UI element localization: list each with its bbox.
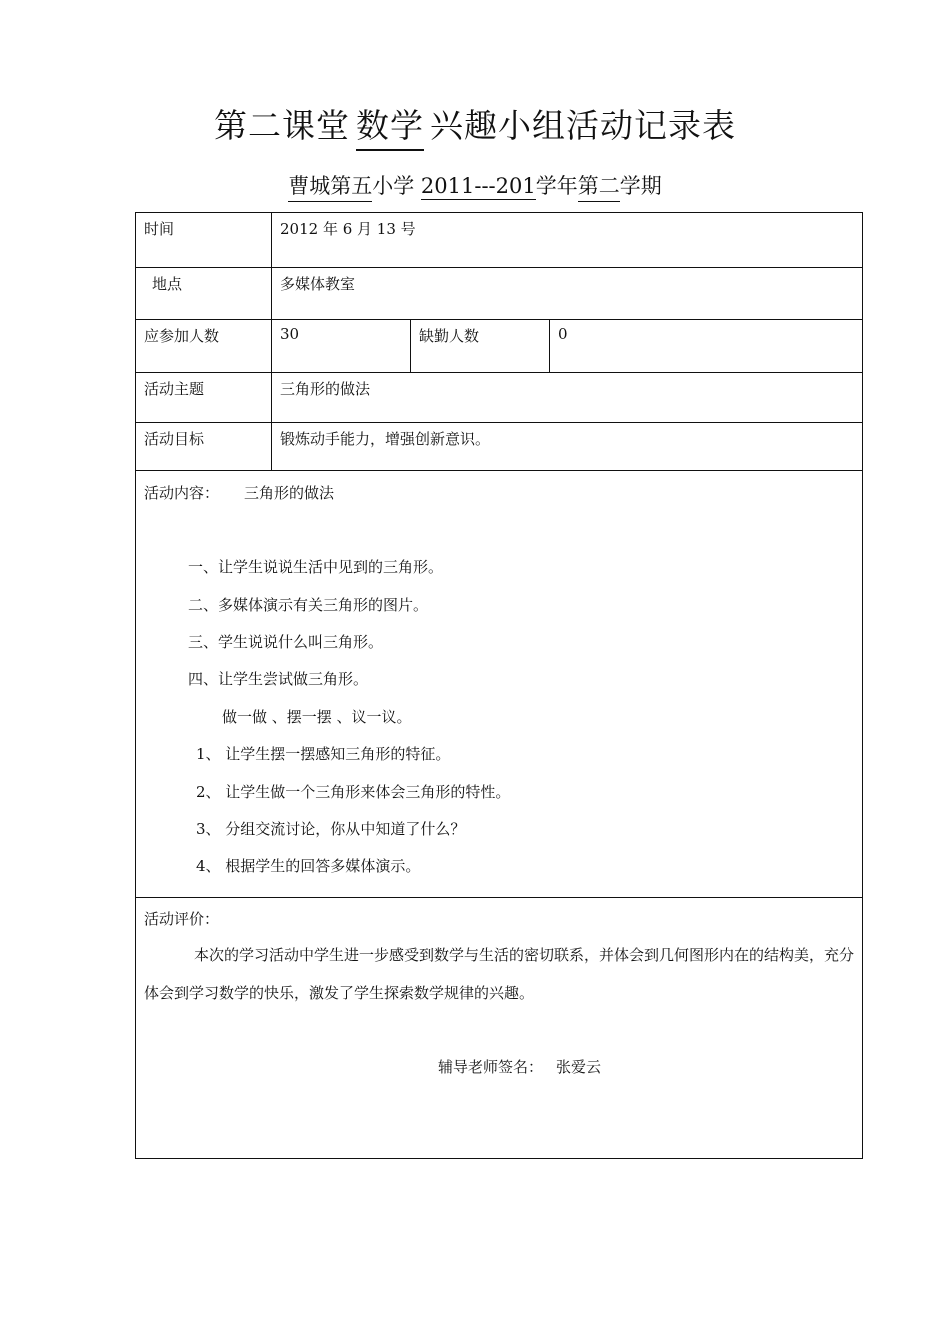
row-goal bbox=[136, 423, 862, 471]
school-year: 2011---201 bbox=[420, 174, 536, 198]
page-subtitle bbox=[0, 170, 950, 202]
content-item: 做一做 、摆一摆 、议一议。 bbox=[222, 708, 412, 726]
absent-label: 缺勤人数 bbox=[411, 320, 550, 372]
term-suffix: 学期 bbox=[619, 174, 662, 198]
eval-text: 本次的学习活动中学生进一步感受到数学与生活的密切联系，并体会到几何图形内在的结构美，充分体会到学习数学的快乐，激发了学生探索数学规律的兴趣。 bbox=[144, 946, 855, 1002]
content-label: 活动内容： bbox=[144, 484, 220, 502]
place-label: 地点 bbox=[136, 268, 272, 319]
content-title: 三角形的做法 bbox=[244, 484, 335, 502]
row-evaluation bbox=[136, 898, 862, 1158]
content-item: 二、多媒体演示有关三角形的图片。 bbox=[188, 596, 429, 614]
content-item: 3、 分组交流讨论，你从中知道了什么？ bbox=[196, 820, 466, 838]
goal-value: 锻炼动手能力，增强创新意识。 bbox=[280, 430, 491, 448]
signature-label: 辅导老师签名： bbox=[438, 1058, 544, 1076]
time-value: 2012 年 6 月 13 号 bbox=[280, 220, 416, 238]
year-suffix: 学年 bbox=[535, 174, 578, 198]
goal-label: 活动目标 bbox=[136, 423, 272, 470]
absent-value: 0 bbox=[558, 325, 568, 343]
content-item: 四、让学生尝试做三角形。 bbox=[188, 670, 369, 688]
school-name: 曹城第五 bbox=[288, 170, 372, 202]
row-attendance bbox=[136, 320, 862, 373]
title-subject: 数学 bbox=[356, 100, 424, 151]
content-item: 1、 让学生摆一摆感知三角形的特征。 bbox=[196, 745, 451, 763]
page-title bbox=[0, 100, 950, 151]
title-part2: 兴趣小组活动记录表 bbox=[430, 106, 736, 145]
content-item: 一、让学生说说生活中见到的三角形。 bbox=[188, 558, 444, 576]
content-item: 2、 让学生做一个三角形来体会三角形的特性。 bbox=[196, 783, 511, 801]
content-item: 三、学生说说什么叫三角形。 bbox=[188, 633, 384, 651]
row-theme bbox=[136, 373, 862, 423]
signature-name: 张爱云 bbox=[556, 1058, 602, 1076]
school-suffix: 小学 bbox=[372, 174, 415, 198]
time-label: 时间 bbox=[136, 213, 272, 267]
theme-value: 三角形的做法 bbox=[280, 380, 371, 398]
row-time bbox=[136, 213, 862, 268]
term: 第二 bbox=[578, 170, 620, 202]
expected-label: 应参加人数 bbox=[136, 320, 272, 372]
record-form bbox=[135, 212, 863, 1159]
row-content bbox=[136, 471, 862, 898]
content-item: 4、 根据学生的回答多媒体演示。 bbox=[196, 857, 421, 875]
row-place bbox=[136, 268, 862, 320]
title-part1: 第二课堂 bbox=[214, 106, 350, 145]
theme-label: 活动主题 bbox=[136, 373, 272, 422]
place-value: 多媒体教室 bbox=[280, 275, 356, 293]
eval-label: 活动评价： bbox=[144, 910, 220, 928]
expected-value: 30 bbox=[272, 320, 411, 372]
